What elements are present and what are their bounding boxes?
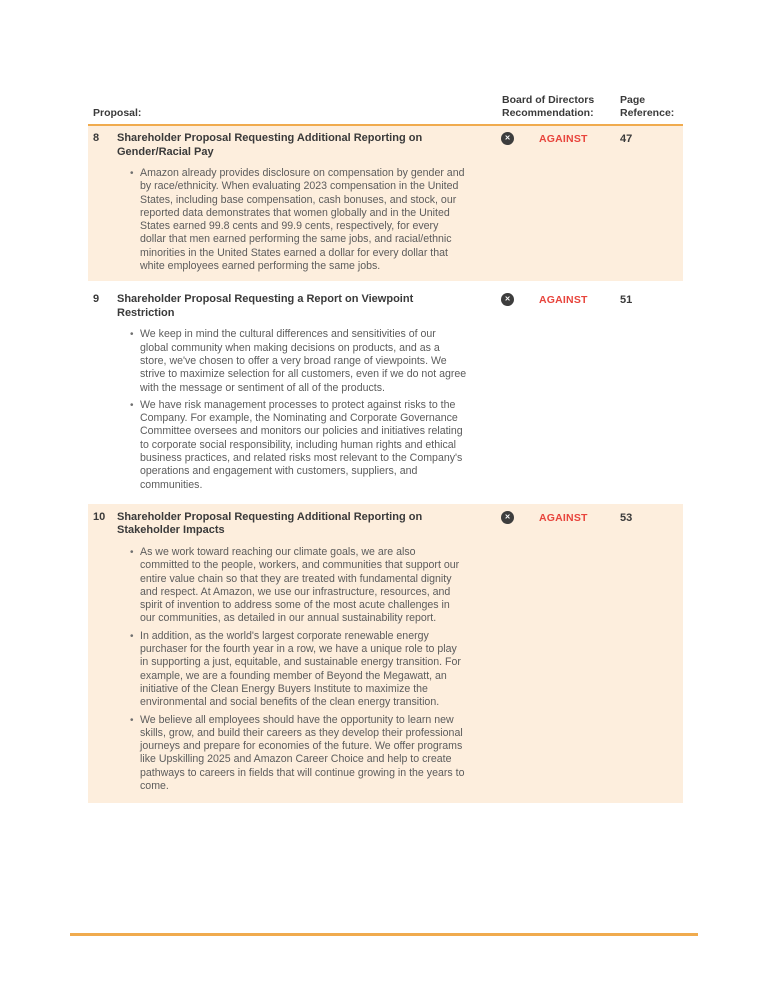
bullet-icon: •: [130, 630, 134, 642]
bullet-text: In addition, as the world's largest corporate renewable energy purchaser for the fourth year in a row, we have a unique role to play in supporting a just, equitable, and sustainable energy transition. For example, we are a founding member of Beyond the Megawatt, an initiative of the Clean Energy Buyers Institute to maximize the environmental and social benefits of the clean energy transition.: [140, 629, 461, 709]
column-header-page-line2: Reference:: [620, 107, 675, 119]
bullet-icon: •: [130, 546, 134, 558]
proposal-bullet: [117, 167, 467, 273]
proposal-number: 8: [93, 132, 100, 144]
proposal-title: Shareholder Proposal Requesting Additional Reporting on Gender/Racial Pay: [117, 132, 423, 158]
bullet-text: As we work toward reaching our climate goals, we are also committed to the people, workers, and communities that support our entire value chain so that they are treated with fundamental dignity and respect. At Amazon, we use our infrastructure, resources, and spirit of invention to address some of the most acute challenges in our communities, as detailed in our annual sustainability report.: [140, 545, 460, 625]
column-header-recommendation-line1: Board of Directors: [502, 94, 595, 106]
page-reference: 53: [620, 511, 633, 524]
proposal-row-10: [88, 504, 683, 803]
bullet-text: Amazon already provides disclosure on compensation by gender and by race/ethnicity. When evaluating 2023 compensation in the United States, including base compensation, cash bonuses, and stock, our reported data demonstrates that women globally and in the United States earned 99.8 cents and 99.9 cents, respectively, for every dollar that men earned performing the same jobs, and racial/ethnic minorities in the United States earned a dollar for every dollar that white employees earned performing the same jobs.: [140, 167, 465, 273]
against-x-circle-icon: ✕: [501, 293, 514, 306]
column-header-page-line1: Page: [620, 94, 646, 106]
page-reference: 51: [620, 294, 633, 307]
bullet-icon: •: [130, 168, 134, 179]
recommendation-icon-cell: [501, 510, 514, 524]
column-header-recommendation-line2: Recommendation:: [502, 107, 594, 119]
proposal-bullet: [117, 546, 467, 626]
against-x-circle-icon: ✕: [501, 511, 514, 524]
bullet-text: We believe all employees should have the opportunity to learn new skills, grow, and build their careers as they develop their professional journeys and prepare for economies of the future. We offer programs like Upskilling 2025 and Amazon Career Choice and help to create pathways to careers in fields that will continue growing in the years to come.: [140, 713, 465, 792]
proposals-table: [88, 94, 683, 803]
proposal-bullet-list: [117, 167, 467, 273]
proposal-title: Shareholder Proposal Requesting a Report on Viewpoint Restriction: [117, 293, 414, 319]
proposal-number: 10: [93, 510, 106, 523]
bullet-icon: •: [130, 714, 134, 726]
proposal-body: [117, 131, 467, 273]
proposal-bullet: [117, 714, 467, 794]
bullet-text: We have risk management processes to protect against risks to the Company. For example, the Nominating and Corporate Governance Committee oversees and monitors our policies and initiatives relating to corporate social responsibility, including human rights and ethical business practices, and related risks most relevant to the Company's operations and engagement with customers, suppliers, and communities.: [140, 398, 463, 491]
proposal-bullet: [117, 399, 467, 492]
recommendation-icon-cell: [501, 131, 514, 145]
proposal-number: 9: [93, 293, 100, 306]
bullet-text: We keep in mind the cultural differences and sensitivities of our global community when making decisions on products, and as a store, we've chosen to offer a very broad range of viewpoints. We strive to maximize selection for all customers, even if we do not agree with the message or sentiment of all of the products.: [140, 328, 467, 394]
proposal-row-9: [88, 281, 683, 504]
bullet-icon: •: [130, 399, 134, 411]
proposal-body: [117, 510, 467, 793]
proposal-body: [117, 292, 467, 492]
bullet-icon: •: [130, 329, 134, 341]
recommendation-label: AGAINST: [539, 294, 588, 307]
recommendation-label: AGAINST: [539, 511, 588, 524]
proposal-bullet-list: [117, 546, 467, 793]
column-header-page-reference: [620, 94, 683, 120]
page-reference: 47: [620, 133, 633, 145]
recommendation-icon-cell: [501, 292, 514, 306]
proposal-title: Shareholder Proposal Requesting Additional Reporting on Stakeholder Impacts: [117, 510, 423, 537]
proposal-bullet-list: [117, 328, 467, 492]
table-header-row: [88, 94, 683, 126]
proposal-bullet: [117, 328, 467, 394]
column-header-proposal: Proposal:: [93, 107, 142, 119]
recommendation-label: AGAINST: [539, 133, 588, 145]
column-header-recommendation: [502, 94, 620, 120]
proposal-row-8: [88, 126, 683, 281]
footer-divider: [70, 933, 698, 936]
against-x-circle-icon: ✕: [501, 132, 514, 145]
proposal-bullet: [117, 630, 467, 710]
